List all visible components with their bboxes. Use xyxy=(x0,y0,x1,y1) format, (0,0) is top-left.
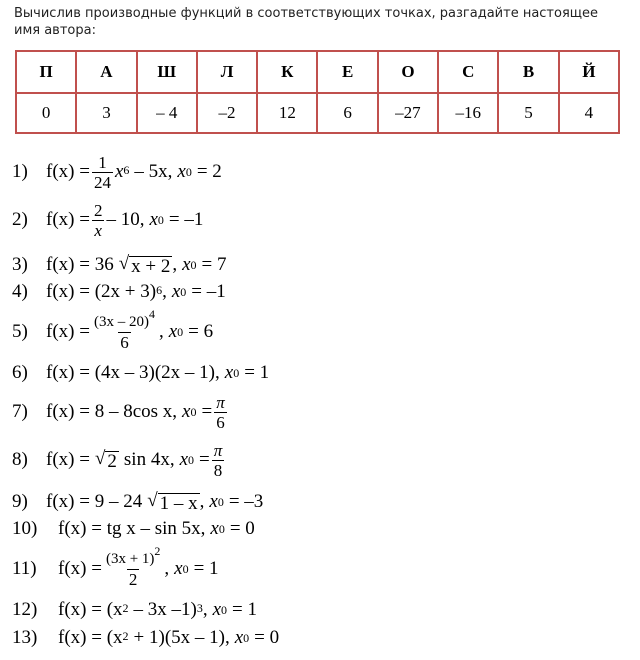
square-root: √ 2 xyxy=(94,448,117,472)
value-cell: 4 xyxy=(559,93,619,133)
value-cell: 3 xyxy=(76,93,136,133)
equation-11: 11) f(x) = $\frac{(3x + 1)^2}{2}$ , x 0 = 1 xyxy=(12,543,219,589)
letter-cell: О xyxy=(378,51,438,93)
letter-cell: А xyxy=(76,51,136,93)
value-cell: 6 xyxy=(317,93,377,133)
letter-cell: С xyxy=(438,51,498,93)
value-cell: –2 xyxy=(197,93,257,133)
square-root: √ x + 2 xyxy=(118,253,171,277)
letters-row xyxy=(16,51,619,93)
letter-cell: Л xyxy=(197,51,257,93)
value-cell: 12 xyxy=(257,93,317,133)
equation-12: 12) f(x) = (x $^2$ – 3x –1) $^3$ , x 0 = 1 xyxy=(12,599,258,620)
answer-key-table xyxy=(15,50,620,134)
equation-4: 4) f(x) = (2x + 3) $^6$ , x 0 = –1 xyxy=(12,281,226,302)
square-root: √ 1 – x xyxy=(147,490,198,514)
equation-2: 2) f(x) = $\frac{2}{x}$ – 10, x 0 = –1 xyxy=(12,200,204,240)
value-cell: 5 xyxy=(498,93,558,133)
equation-10: 10) f(x) = tg x – sin 5x, x 0 = 0 xyxy=(12,518,255,539)
fraction: $\frac{1}{24}$ xyxy=(93,152,111,192)
letter-cell: Е xyxy=(317,51,377,93)
value-cell: –16 xyxy=(438,93,498,133)
letter-cell: В xyxy=(498,51,558,93)
letter-cell: Й xyxy=(559,51,619,93)
fraction: $\frac{2}{x}$ xyxy=(93,200,103,240)
value-cell: – 4 xyxy=(137,93,197,133)
task-instructions: Вычислив производные функций в соответствующих точках, разгадайте настоящее имя автора: xyxy=(14,6,599,38)
equation-9: 9) f(x) = 9 – 24 √ 1 – x , x 0 = –3 xyxy=(12,490,264,514)
equation-3: 3) f(x) = 36 √ x + 2 , x 0 = 7 xyxy=(12,253,227,277)
values-row xyxy=(16,93,619,133)
fraction: $\frac{\pi}{6}$ xyxy=(216,392,225,432)
equation-7: 7) f(x) = 8 – 8cos x, x 0 = $\frac{\pi}{6}$ xyxy=(12,392,225,432)
equation-1: 1) f(x) = $\frac{1}{24}$ x $^6$ – 5x, x 0 = 2 xyxy=(12,152,222,192)
equation-13: 13) f(x) = (x $^2$ + 1)(5x – 1), x 0 = 0 xyxy=(12,627,280,648)
equation-5: 5) f(x) = $\frac{(3x - 20)^4}{6}$ , x 0 = 6 xyxy=(12,306,214,352)
fraction: $\frac{\pi}{8}$ xyxy=(213,440,223,480)
letter-cell: Ш xyxy=(137,51,197,93)
equation-8: 8) f(x) = √ 2 sin 4x, x 0 = $\frac{\pi}{8}$ xyxy=(12,440,223,480)
value-cell: 0 xyxy=(16,93,76,133)
value-cell: –27 xyxy=(378,93,438,133)
equation-6: 6) f(x) = (4x – 3)(2x – 1), x 0 = 1 xyxy=(12,362,270,383)
letter-cell: П xyxy=(16,51,76,93)
letter-cell: К xyxy=(257,51,317,93)
fraction: $\frac{(3x - 20)^4}{6}$ xyxy=(93,306,155,352)
fraction: $\frac{(3x + 1)^2}{2}$ xyxy=(105,543,161,589)
